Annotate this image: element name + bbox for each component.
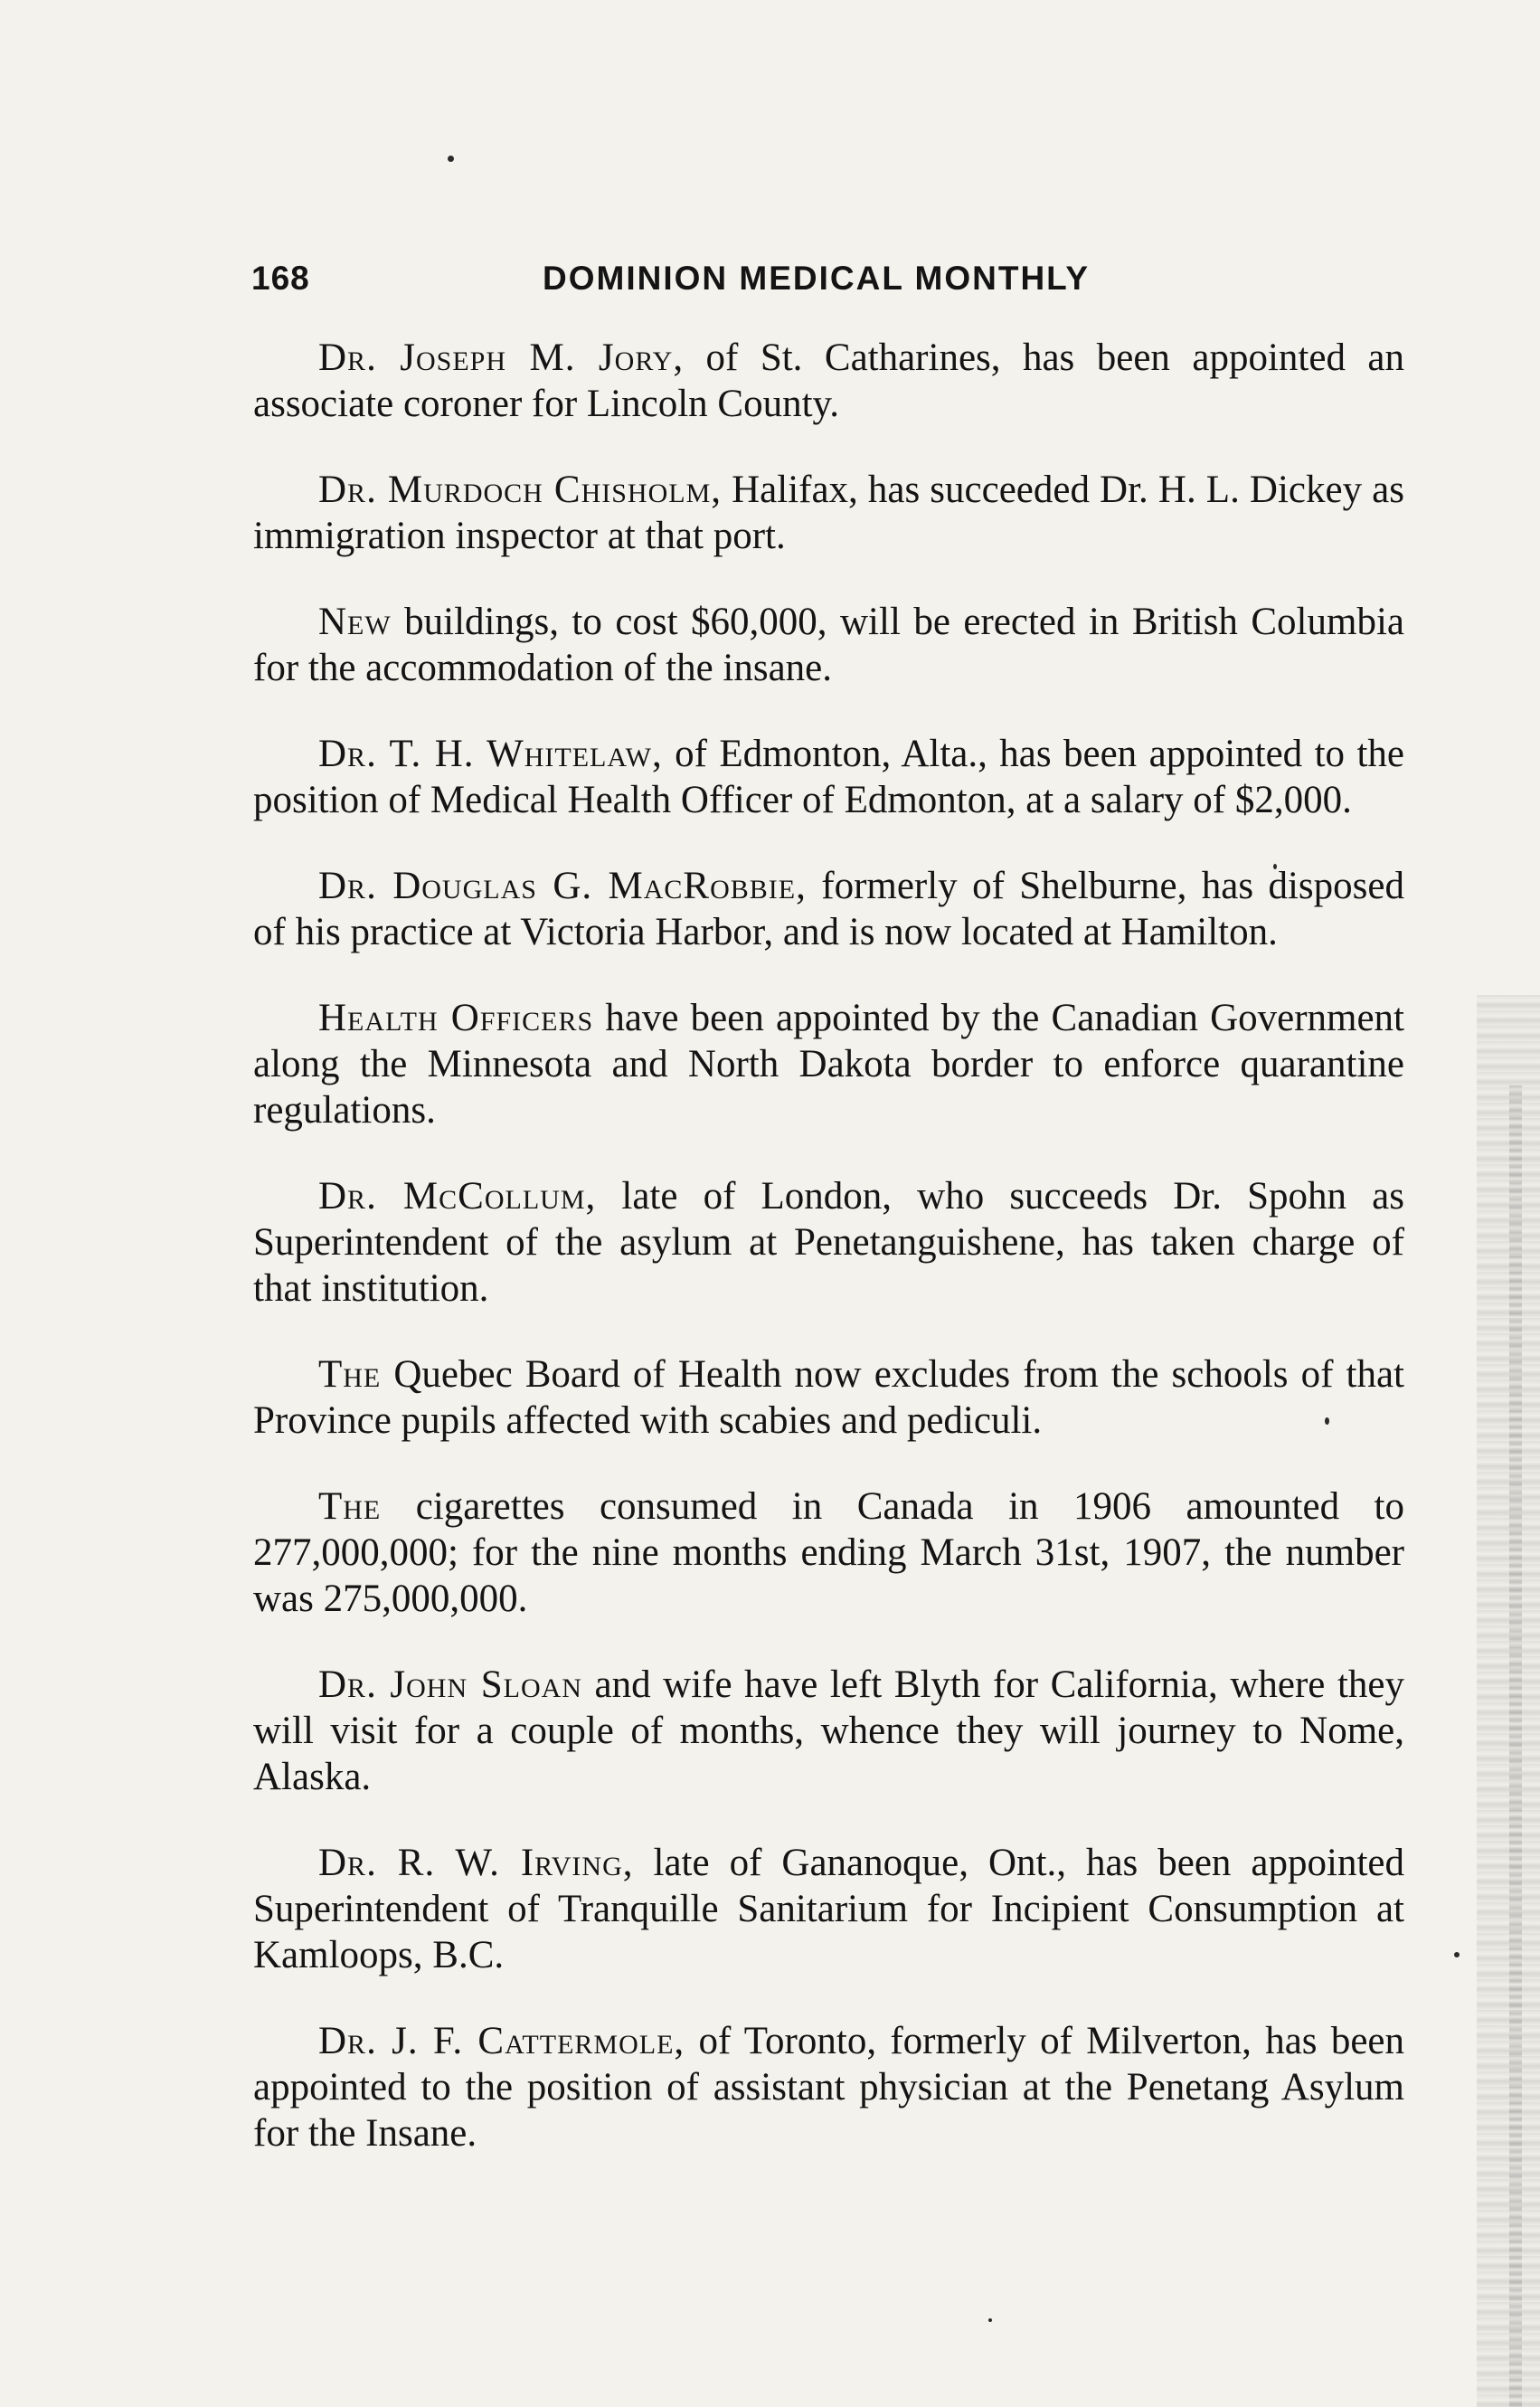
scan-speck xyxy=(1454,1952,1460,1957)
news-item xyxy=(253,467,1404,559)
news-item xyxy=(253,1483,1404,1622)
news-item-lead: Dr. McCollum, xyxy=(318,1175,597,1218)
news-item-lead: Dr. T. H. Whitelaw, xyxy=(318,733,663,775)
news-items xyxy=(253,335,1404,2196)
news-item-lead: New xyxy=(318,601,392,643)
news-item-lead: Dr. J. F. Cattermole, xyxy=(318,2020,685,2062)
news-item-text: late of London, who succeeds Dr. Spohn as Superintendent of the asylum at Penetanguishene, has taken charge of that institution. xyxy=(253,1175,1404,1310)
news-item-text: Quebec Board of Health now excludes from the schools of that Province pupils affected with scabies and pediculi. xyxy=(253,1353,1404,1442)
scan-speck xyxy=(448,156,454,162)
page-header xyxy=(251,260,1409,303)
news-item-text: formerly of Shelburne, has disposed of his practice at Victoria Harbor, and is now located at Hamilton. xyxy=(253,865,1404,953)
news-item xyxy=(253,1173,1404,1312)
news-item xyxy=(253,1662,1404,1800)
news-item-text: late of Gananoque, Ont., has been appointed Superintendent of Tranquille Sanitarium for Incipient Consumption at Kamloops, B.C. xyxy=(253,1842,1404,1976)
news-item-lead: Dr. Douglas G. MacRobbie, xyxy=(318,865,807,907)
news-item-text: have been appointed by the Canadian Government along the Minnesota and North Dakota border to enforce quarantine regulations. xyxy=(253,997,1405,1132)
news-item-lead: Dr. Joseph M. Jory, xyxy=(318,336,685,379)
news-item xyxy=(253,2018,1404,2156)
news-item-lead: Dr. Murdoch Chisholm, xyxy=(318,469,723,511)
scan-edge-shading xyxy=(1477,995,1540,2407)
news-item xyxy=(253,599,1404,691)
news-item xyxy=(253,731,1404,823)
news-item-text: buildings, to cost $60,000, will be erected in British Columbia for the accommodation of the insane. xyxy=(253,601,1404,689)
page-number: 168 xyxy=(251,260,310,297)
news-item-lead: Dr. John Sloan xyxy=(318,1663,582,1706)
news-item-lead: Dr. R. W. Irving, xyxy=(318,1842,634,1884)
news-item-lead: The xyxy=(318,1485,382,1528)
news-item-text: of St. Catharines, has been appointed an associate coroner for Lincoln County. xyxy=(253,336,1404,425)
scan-edge-shading-inner xyxy=(1509,1085,1522,2407)
news-item xyxy=(253,335,1404,427)
news-item-text: and wife have left Blyth for California, where they will visit for a couple of months, whence they will journey to Nome, Alaska. xyxy=(253,1663,1404,1798)
news-item xyxy=(253,995,1404,1133)
news-item-text: cigarettes consumed in Canada in 1906 amounted to 277,000,000; for the nine months ending March 31st, 1907, the number was 275,000,000. xyxy=(253,1485,1404,1620)
news-item xyxy=(253,1840,1404,1978)
news-item xyxy=(253,863,1404,955)
news-item-text: Halifax, has succeeded Dr. H. L. Dickey as immigration inspector at that port. xyxy=(253,469,1404,557)
news-item xyxy=(253,1351,1404,1444)
news-item-lead: Health Officers xyxy=(318,997,594,1039)
news-item-text: of Edmonton, Alta., has been appointed to the position of Medical Health Officer of Edmonton, at a salary of $2,000. xyxy=(253,733,1404,821)
news-item-text: of Toronto, formerly of Milverton, has been appointed to the position of assistant physician at the Penetang Asylum for the Insane. xyxy=(253,2020,1404,2155)
news-item-lead: The xyxy=(318,1353,382,1396)
journal-title: DOMINION MEDICAL MONTHLY xyxy=(543,260,1091,297)
scan-speck xyxy=(988,2318,992,2322)
